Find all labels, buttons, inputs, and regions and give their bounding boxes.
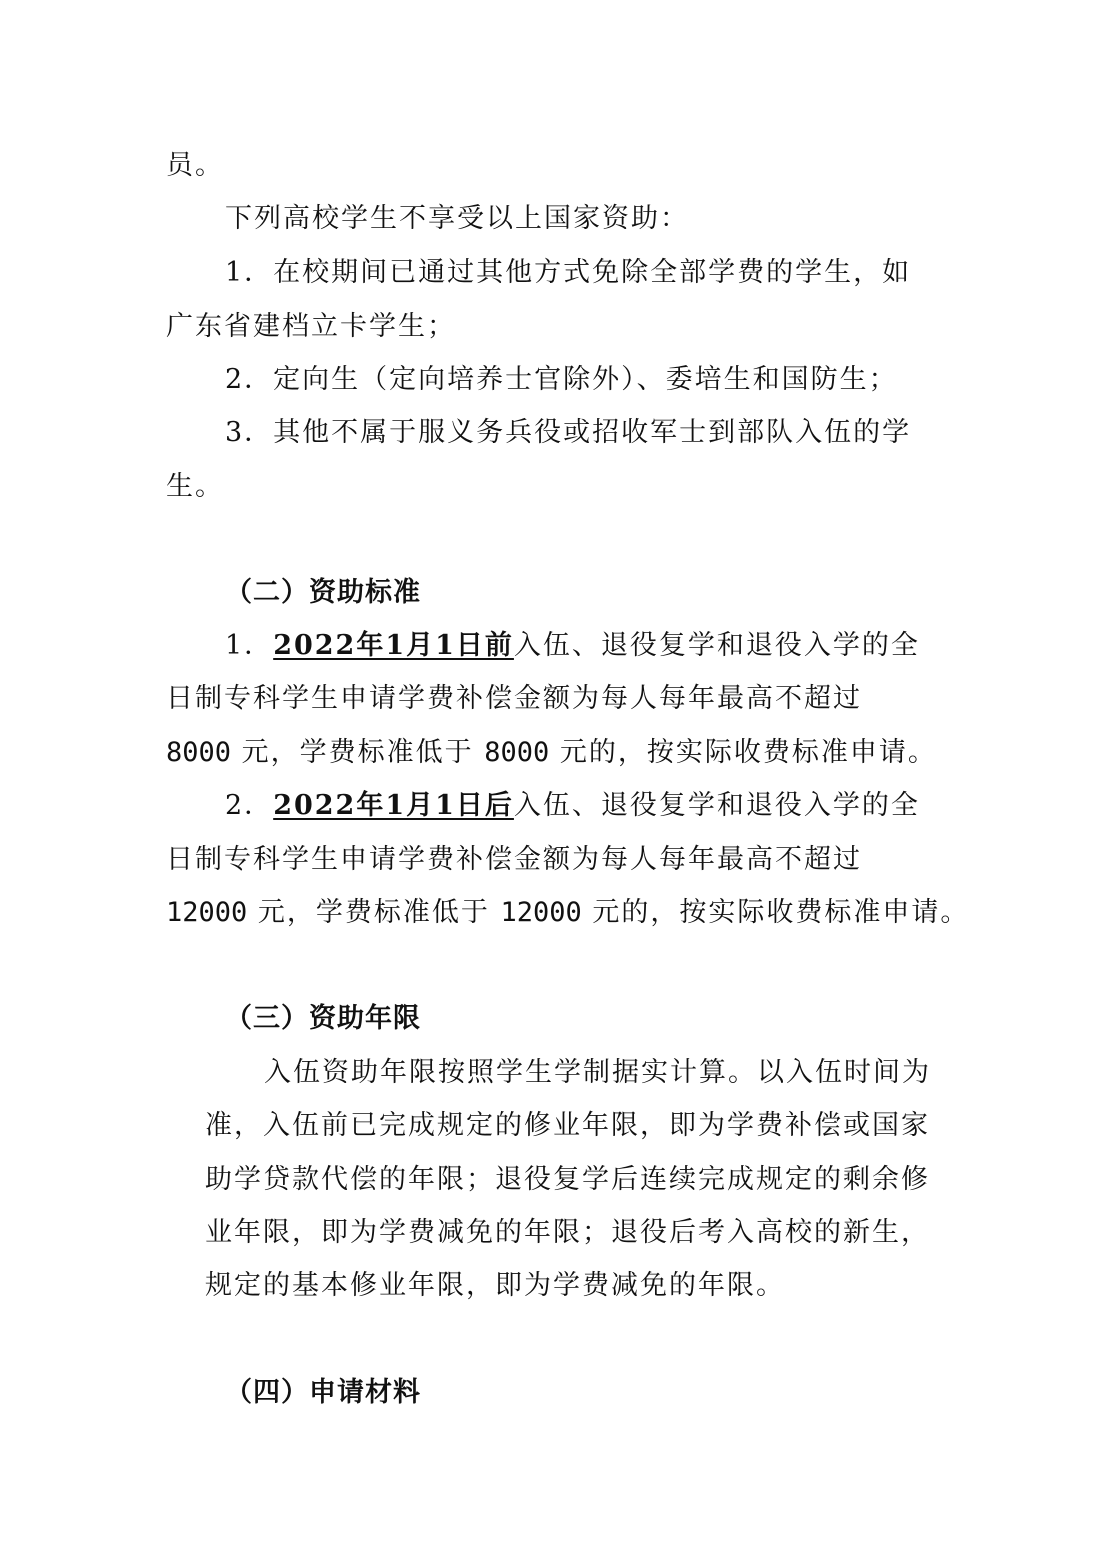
list-item: 3．其他不属于服义务兵役或招收军士到部队入伍的学	[225, 417, 912, 448]
list-item: 1．在校期间已通过其他方式免除全部学费的学生，如	[225, 257, 912, 288]
amount: 8000	[484, 737, 550, 768]
date-highlight: 2022年1月1日前	[273, 630, 514, 661]
date-highlight: 2022年1月1日后	[273, 790, 514, 821]
text-span: 入伍、退役复学和退役入学的全	[513, 630, 920, 661]
item-number: 1．	[225, 630, 274, 661]
paragraph-line	[166, 735, 937, 771]
amount: 12000	[166, 897, 248, 928]
section-heading: （二）资助标准	[225, 577, 421, 608]
text-span: 元的，按实际收费标准申请。	[592, 897, 970, 928]
paragraph-line: 入伍资助年限按照学生学制据实计算。以入伍时间为	[264, 1057, 931, 1088]
text-span: 入伍、退役复学和退役入学的全	[513, 790, 920, 821]
paragraph-line: 日制专科学生申请学费补偿金额为每人每年最高不超过	[166, 683, 862, 714]
paragraph-line: 业年限，即为学费减免的年限；退役后考入高校的新生，	[205, 1217, 930, 1248]
text-line: 下列高校学生不享受以上国家资助：	[225, 203, 689, 234]
paragraph-line: 准，入伍前已完成规定的修业年限，即为学费补偿或国家	[205, 1110, 930, 1141]
list-item-continued: 生。	[166, 471, 224, 502]
amount: 8000	[166, 737, 232, 768]
list-item: 2．定向生（定向培养士官除外）、委培生和国防生；	[225, 364, 898, 395]
paragraph-line	[225, 788, 920, 824]
paragraph-line: 日制专科学生申请学费补偿金额为每人每年最高不超过	[166, 844, 862, 875]
text-span: 元，学费标准低于	[241, 737, 474, 768]
section-heading: （三）资助年限	[225, 1003, 421, 1034]
section-heading: （四）申请材料	[225, 1377, 421, 1408]
paragraph-line: 助学贷款代偿的年限；退役复学后连续完成规定的剩余修	[205, 1164, 930, 1195]
paragraph-line: 规定的基本修业年限，即为学费减免的年限。	[205, 1270, 785, 1301]
paragraph-line	[225, 628, 920, 664]
item-number: 2．	[225, 790, 274, 821]
amount: 12000	[500, 897, 582, 928]
text-span: 元的，按实际收费标准申请。	[559, 737, 937, 768]
text-line: 员。	[166, 150, 224, 181]
list-item-continued: 广东省建档立卡学生；	[166, 311, 456, 342]
paragraph-line	[166, 895, 969, 931]
text-span: 元，学费标准低于	[257, 897, 490, 928]
